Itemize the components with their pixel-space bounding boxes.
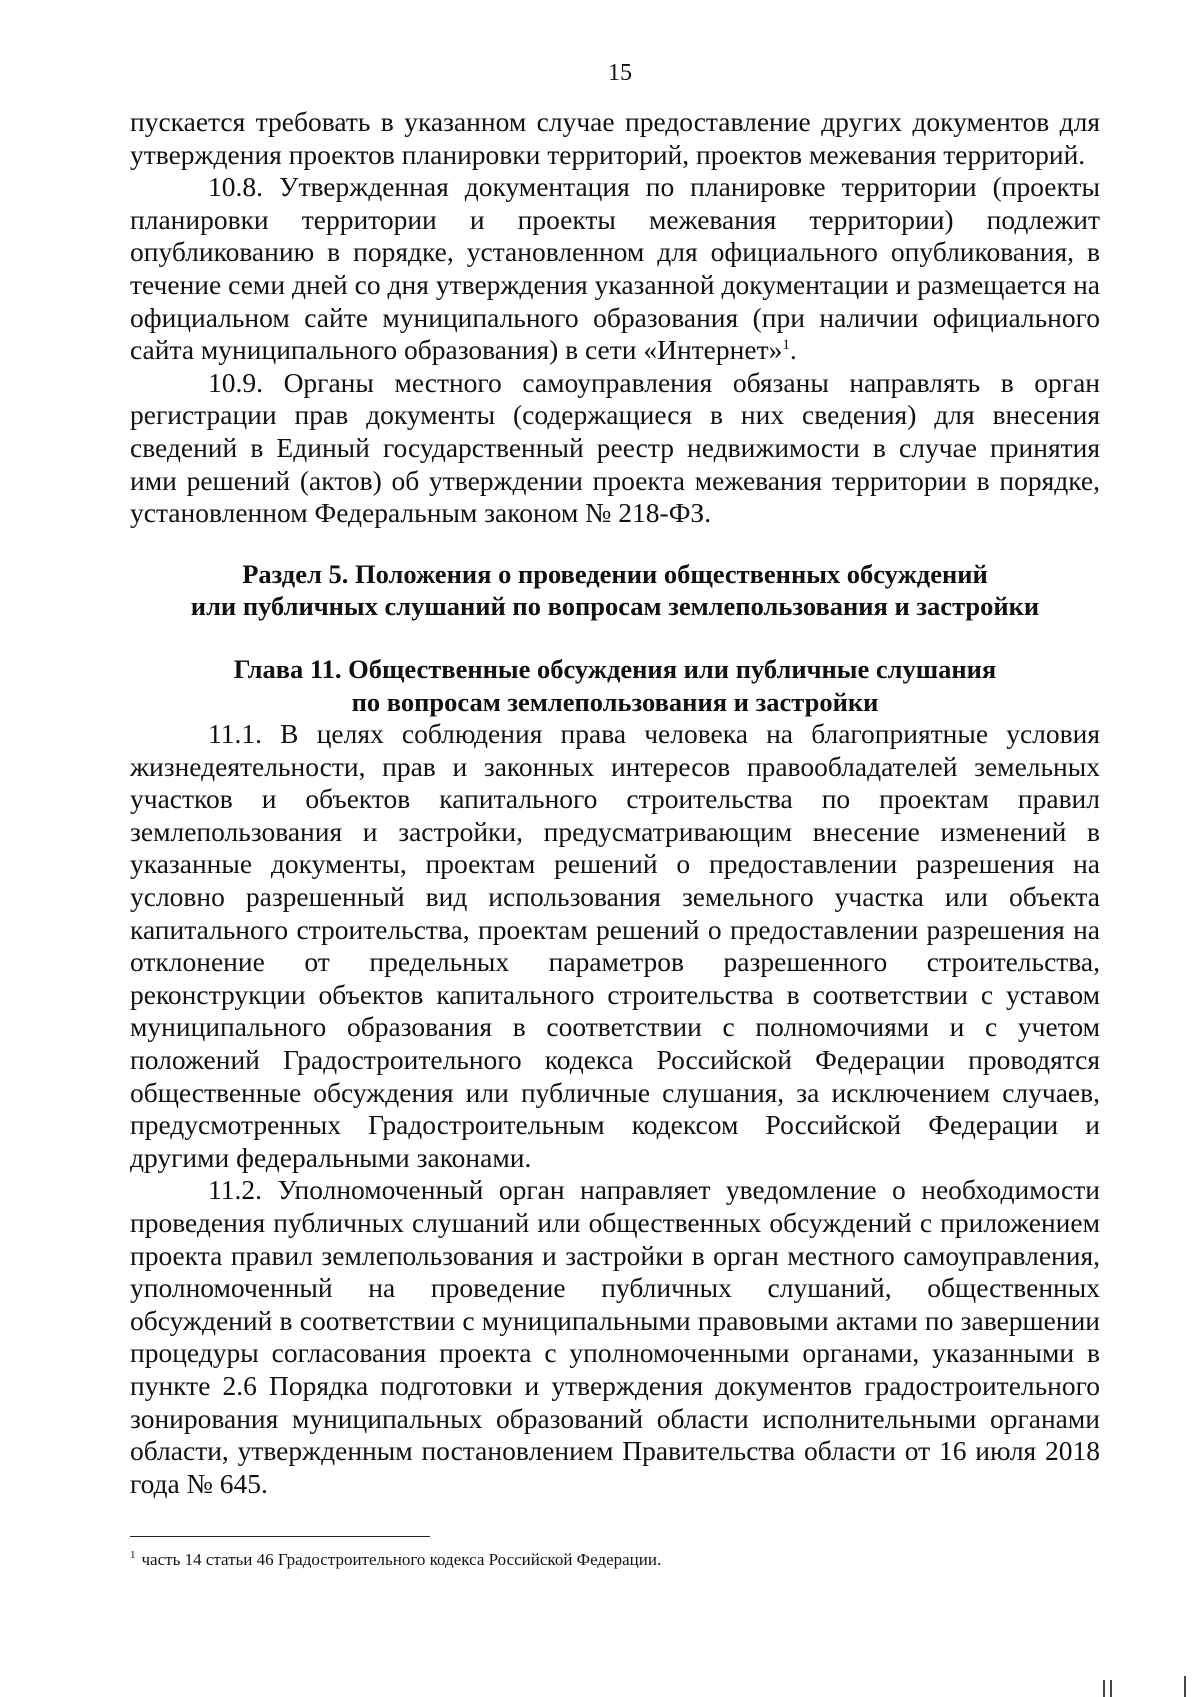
paragraph-text: 11.1. В целях соблюдения права человека на благоприятные условия жизнедеятельности, прав и законных интересов правообладателей земельных участков и объектов капитального строительства по проектам правил землепользования и застройки, предусматривающим внесение изменений в указанные документы, проектам решений о предоставлении разрешения на условно разрешенный вид использования земельного участка или объекта капитального строительства, проектам решений о предоставлении разрешения на отклонение от предельных параметров разрешенного строительства, реконструкции объектов капитального строительства в соответствии с уставом муниципального образования в соответствии с полномочиями и с учетом положений Градостроительного кодекса Российской Федерации проводятся общественные обсуждения или публичные слушания, за исключением случаев, предусмотренных Градостроительным кодексом Российской Федерации и другими федеральными законами. [130, 718, 1100, 1173]
paragraph-10-8 [130, 171, 1100, 367]
section-heading-line-2: или публичных слушаний по вопросам землепользования и застройки [190, 591, 1040, 622]
paragraph-text: 10.9. Органы местного самоуправления обязаны направлять в орган регистрации прав документы (содержащиеся в них сведения) для внесения сведений в Единый государственный реестр недвижимости в случае принятия ими решений (актов) об утверждении проекта межевания территории в порядке, установленном Федеральным законом № 218-ФЗ. [130, 366, 1100, 529]
paragraph-text: пускается требовать в указанном случае предоставление других документов для утверждения проектов планировки территорий, проектов межевания территорий. [130, 106, 1100, 170]
footnote-marker: 1 [130, 1549, 136, 1562]
paragraph-text: 10.8. Утвержденная документация по планировке территории (проекты планировки территории и проекты межевания территории) подлежит опубликованию в порядке, установленном для официального опубликования, в течение семи дней со дня утверждения указанной документации и размещается на официальном сайте муниципального образования (при наличии официального сайта муниципального образования) в сети «Интернет» [130, 171, 1100, 366]
chapter-heading [130, 653, 1100, 718]
paragraph-text: 11.2. Уполномоченный орган направляет уведомление о необходимости проведения публичных слушаний или общественных обсуждений с приложением проекта правил землепользования и застройки в орган местного самоуправления, уполномоченный на проведение публичных слушаний, общественных обсуждений в соответствии с муниципальными правовыми актами по завершении процедуры согласования проекта с уполномоченными органами, указанными в пункте 2.6 Порядка подготовки и утверждения документов градостроительного зонирования муниципальных образований области исполнительными органами области, утвержденным постановлением Правительства области от 16 июля 2018 года № 645. [130, 1174, 1100, 1499]
footnote-separator [130, 1536, 430, 1537]
footnote [130, 1549, 1100, 1571]
paragraph-continuation [130, 106, 1100, 171]
paragraph-tail: . [789, 334, 797, 366]
footnote-reference[interactable]: 1 [782, 337, 790, 353]
scan-edge-mark [1103, 1680, 1105, 1697]
paragraph-11-1 [130, 718, 1100, 1174]
section-heading [130, 558, 1100, 623]
chapter-heading-line-1: Глава 11. Общественные обсуждения или публичные слушания [233, 653, 997, 684]
section-heading-line-1: Раздел 5. Положения о проведении общественных обсуждений [242, 558, 988, 589]
footnote-text: часть 14 статьи 46 Градостроительного кодекса Российской Федерации. [141, 1550, 662, 1569]
paragraph-10-9 [130, 367, 1100, 530]
page-number: 15 [608, 60, 632, 86]
scan-edge-mark [1184, 1676, 1186, 1697]
document-body [130, 106, 1100, 1500]
paragraph-11-2 [130, 1174, 1100, 1500]
chapter-heading-line-2: по вопросам землепользования и застройки [351, 686, 879, 717]
scan-edge-mark [1110, 1680, 1112, 1697]
